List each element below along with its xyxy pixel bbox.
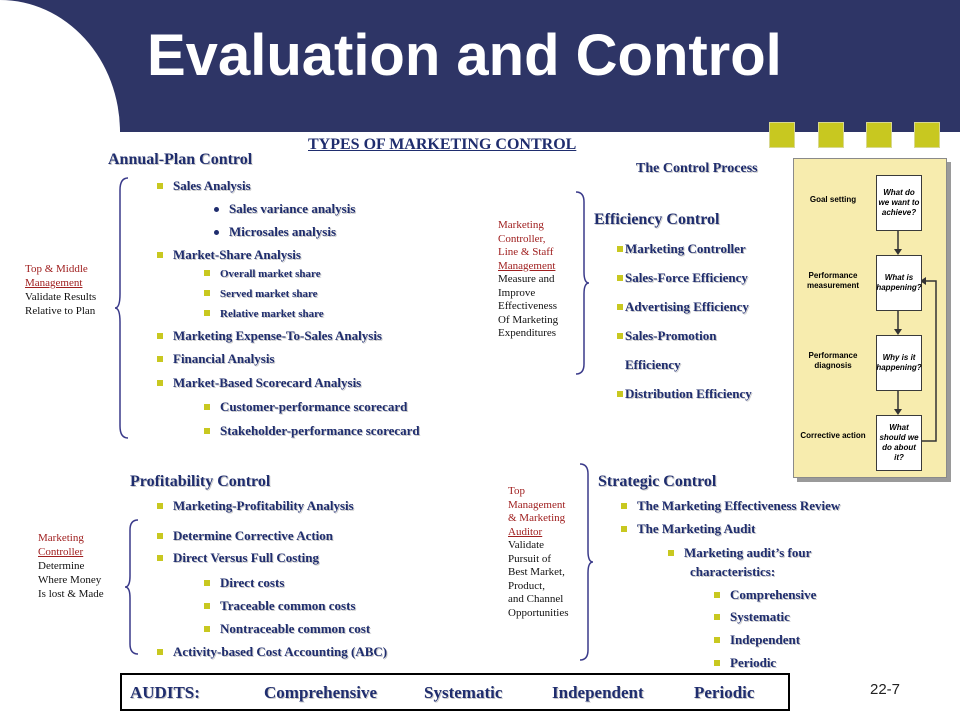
list-item: The Marketing Audit [621, 521, 755, 537]
accent-square-1 [769, 122, 795, 148]
bullet-icon [214, 207, 219, 212]
audit-item: Comprehensive [264, 683, 378, 702]
bullet-icon [204, 603, 210, 609]
bullet-icon [157, 183, 163, 189]
process-question-box: Why is it happening? [876, 335, 922, 391]
bullet-icon [617, 246, 623, 252]
process-question-box: What should we do about it? [876, 415, 922, 471]
list-item: Marketing Expense-To-Sales Analysis [157, 328, 382, 344]
profitability-heading: Profitability Control [130, 473, 271, 490]
audit-item: Periodic [694, 683, 755, 702]
process-question-box: What do we want to achieve? [876, 175, 922, 231]
bullet-icon [714, 637, 720, 643]
list-item: Served market share [204, 288, 318, 300]
bullet-icon [714, 660, 720, 666]
list-item: Sales-Promotion [617, 328, 716, 344]
list-item: Sales-Force Efficiency [617, 270, 748, 286]
list-item: Sales Analysis [157, 178, 251, 194]
bullet-icon [157, 380, 163, 386]
list-item: Comprehensive [714, 587, 816, 603]
bullet-icon [714, 614, 720, 620]
list-item: Efficiency [625, 357, 681, 372]
process-question-box: What is happening? [876, 255, 922, 311]
list-item: Market-Based Scorecard Analysis [157, 375, 361, 391]
list-item: characteristics: [690, 564, 776, 579]
process-label: Corrective action [800, 431, 866, 440]
profitability-note: Marketing Controller Determine Where Money Is lost & Made [38, 532, 104, 600]
bullet-icon [714, 592, 720, 598]
accent-square-3 [866, 122, 892, 148]
accent-square-4 [914, 122, 940, 148]
bullet-icon [621, 526, 627, 532]
bullet-icon [214, 230, 219, 235]
list-item: Stakeholder-performance scorecard [204, 423, 420, 439]
list-item: Marketing Controller [617, 241, 746, 257]
audits-bar [120, 673, 790, 711]
bullet-icon [617, 304, 623, 310]
process-label: Performance measurement [806, 271, 860, 290]
annual-plan-note: Top & Middle Management Validate Results Relative to Plan [25, 263, 97, 317]
bullet-icon [617, 275, 623, 281]
banner-curve [0, 0, 120, 132]
efficiency-heading: Efficiency Control [594, 211, 720, 228]
list-item: Market-Share Analysis [157, 247, 301, 263]
efficiency-note: Marketing Controller, Line & Staff Management Measure and Improve Effectiveness Of Marketing Expenditures [498, 219, 559, 339]
page-number: 22-7 [870, 681, 901, 698]
strategic-note: Top Management & Marketing Auditor Validate Pursuit of Best Market, Product, and Channel Opportunities [508, 485, 569, 619]
list-item: Sales variance analysis [214, 201, 355, 217]
bullet-icon [157, 649, 163, 655]
bullet-icon [204, 428, 210, 434]
bullet-icon [204, 626, 210, 632]
bullet-icon [617, 391, 623, 397]
list-item: Independent [714, 632, 800, 648]
list-item: Direct costs [204, 575, 284, 591]
list-item: Advertising Efficiency [617, 299, 749, 315]
list-item: Microsales analysis [214, 224, 336, 240]
bullet-icon [157, 333, 163, 339]
list-item: Distribution Efficiency [617, 386, 752, 402]
list-item: Direct Versus Full Costing [157, 550, 319, 566]
audits-label: AUDITS: [130, 683, 200, 702]
bullet-icon [204, 270, 210, 276]
bullet-icon [157, 503, 163, 509]
audit-item: Independent [552, 683, 644, 702]
bullet-icon [204, 404, 210, 410]
bullet-icon [157, 356, 163, 362]
bullet-icon [617, 333, 623, 339]
list-item: Relative market share [204, 308, 324, 320]
control-process-heading: The Control Process [636, 161, 758, 176]
list-item: Customer-performance scorecard [204, 399, 407, 415]
list-item: Determine Corrective Action [157, 528, 333, 544]
efficiency-brace [574, 190, 590, 376]
bullet-icon [157, 555, 163, 561]
bullet-icon [204, 580, 210, 586]
list-item: Activity-based Cost Accounting (ABC) [157, 644, 387, 660]
process-arrows [794, 159, 946, 477]
annual-plan-brace [114, 176, 130, 440]
strategic-heading: Strategic Control [598, 473, 717, 490]
slide-subtitle: TYPES OF MARKETING CONTROL [308, 136, 577, 153]
list-item: Traceable common costs [204, 598, 356, 614]
list-item: Marketing-Profitability Analysis [157, 498, 354, 514]
list-item: The Marketing Effectiveness Review [621, 498, 840, 514]
audit-item: Systematic [424, 683, 503, 702]
list-item: Marketing audit’s four [668, 545, 811, 561]
bullet-icon [204, 310, 210, 316]
bullet-icon [204, 290, 210, 296]
profitability-brace [124, 518, 140, 656]
annual-plan-heading: Annual-Plan Control [108, 151, 253, 168]
list-item: Nontraceable common cost [204, 621, 370, 637]
process-label: Performance diagnosis [808, 351, 858, 370]
accent-square-2 [818, 122, 844, 148]
list-item: Overall market share [204, 268, 321, 280]
slide-title: Evaluation and Control [147, 23, 782, 88]
control-process-diagram [793, 158, 947, 478]
bullet-icon [621, 503, 627, 509]
strategic-brace [578, 462, 594, 662]
process-label: Goal setting [809, 195, 857, 204]
list-item: Periodic [714, 655, 776, 671]
list-item: Systematic [714, 609, 790, 625]
list-item: Financial Analysis [157, 351, 275, 367]
bullet-icon [668, 550, 674, 556]
bullet-icon [157, 533, 163, 539]
bullet-icon [157, 252, 163, 258]
